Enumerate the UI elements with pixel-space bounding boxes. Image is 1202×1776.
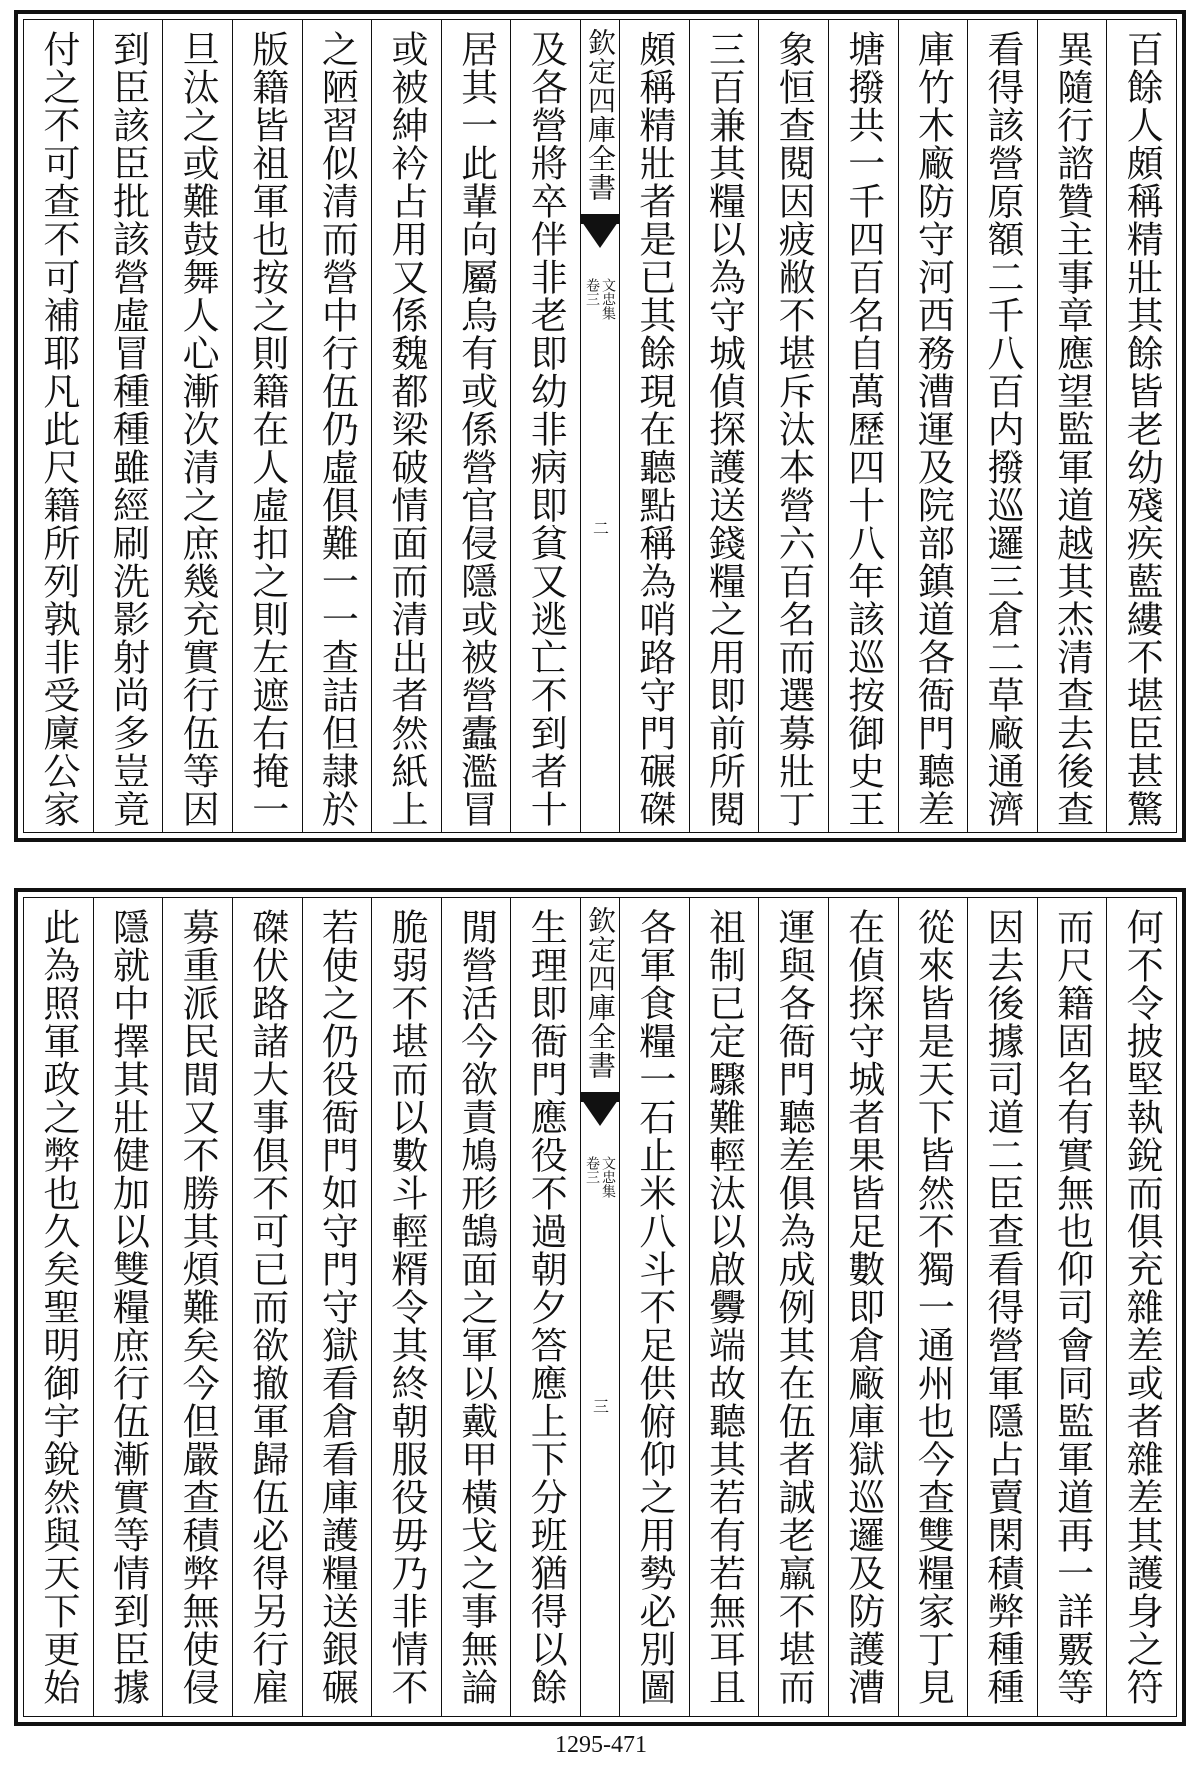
text-column: 付之不可查不可補耶凡此尺籍所列孰非受廩公家 <box>36 30 80 828</box>
text-column: 祖制已定驟難輕汰以啟釁端故聽其若有若無耳且 <box>689 898 759 1716</box>
fish-tail-ornament-icon <box>581 214 619 254</box>
top-page <box>14 10 1186 842</box>
collection-title: 文忠集 <box>600 1156 616 1198</box>
text-column: 百餘人頗稱精壯其餘皆老幼殘疾藍縷不堪臣甚驚 <box>1106 20 1176 832</box>
text-column: 因去後據司道二臣查看得營軍隱占賣閑積弊種種 <box>967 898 1037 1716</box>
text-column: 及各營將卒伴非老即幼非病即貧又逃亡不到者十 <box>510 20 580 832</box>
book-title: 欽定四庫全書 <box>584 906 617 1080</box>
center-gutter <box>580 898 619 1716</box>
text-column: 頗稱精壯者是已其餘現在聽點稱為哨路守門碾磔 <box>619 20 689 832</box>
center-meta <box>585 278 615 320</box>
text-column: 三百兼其糧以為守城偵探護送錢糧之用即前所閱 <box>689 20 759 832</box>
text-column: 各軍食糧一石止米八斗不足供俯仰之用勢必別圖 <box>619 898 689 1716</box>
text-column: 而尺籍固名有實無也仰司會同監軍道再一詳覈等 <box>1037 898 1107 1716</box>
text-column: 若使之仍役衙門如守門守獄看倉看庫護糧送銀碾 <box>302 898 372 1716</box>
volume-label: 卷三 <box>584 278 600 306</box>
page-number: 三 <box>590 1398 610 1414</box>
text-column: 象恒查閱因疲敝不堪斥汰本營六百名而選募壯丁 <box>758 20 828 832</box>
text-column: 脆弱不堪而以數斗輕糈令其終朝服役毋乃非情不 <box>371 898 441 1716</box>
fish-tail-ornament-icon <box>581 1092 619 1132</box>
text-column: 塘撥共一千四百名自萬歷四十八年該巡按御史王 <box>828 20 898 832</box>
center-gutter <box>580 20 619 832</box>
top-page-frame <box>23 19 1177 833</box>
text-column: 募重派民間又不勝其煩難矣今但嚴查積弊無使侵 <box>162 898 232 1716</box>
bottom-page-frame <box>23 897 1177 1717</box>
text-column: 異隨行諮贊主事章應望監軍道越其杰清查去後查 <box>1037 20 1107 832</box>
text-column: 在偵探守城者果皆足數即倉廠庫獄巡邏及防護漕 <box>828 898 898 1716</box>
text-column: 庫竹木廠防守河西務漕運及院部鎮道各衙門聽差 <box>898 20 968 832</box>
volume-label: 卷三 <box>584 1156 600 1184</box>
text-column: 之陋習似清而營中行伍仍虛俱難一一查詰但隷於 <box>302 20 372 832</box>
text-column: 版籍皆祖軍也按之則籍在人虛扣之則左遮右掩一 <box>232 20 302 832</box>
text-column: 生理即衙門應役不過朝夕答應上下分班猶得以餘 <box>510 898 580 1716</box>
scan-page-id: 1295-471 <box>555 1732 647 1758</box>
text-column: 或被紳衿占用又係魏都梁破情面而清出者然紙上 <box>371 20 441 832</box>
bottom-page <box>14 888 1186 1726</box>
text-column: 此為照軍政之弊也久矣聖明御宇銳然與天下更始 <box>36 908 80 1706</box>
text-column: 隱就中擇其壯健加以雙糧庶行伍漸實等情到臣據 <box>93 898 163 1716</box>
text-column: 從來皆是天下皆然不獨一通州也今查雙糧家丁見 <box>898 898 968 1716</box>
text-column: 看得該營原額二千八百内撥巡邏三倉二草廠通濟 <box>967 20 1037 832</box>
text-column: 運與各衙門聽差俱為成例其在伍者誠老羸不堪而 <box>758 898 828 1716</box>
center-meta <box>585 1156 615 1198</box>
text-column: 閒營活今欲責鳩形鵠面之軍以戴甲橫戈之事無論 <box>441 898 511 1716</box>
text-column: 何不令披堅執銳而俱充雜差或者雜差其護身之符 <box>1106 898 1176 1716</box>
book-title: 欽定四庫全書 <box>584 28 617 202</box>
text-column: 到臣該臣批該營虛冒種種雖經刷洗影射尚多豈竟 <box>93 20 163 832</box>
page-number: 二 <box>590 520 610 536</box>
text-column: 居其一此輩向屬烏有或係營官侵隱或被營蠹濫冒 <box>441 20 511 832</box>
collection-title: 文忠集 <box>600 278 616 320</box>
text-column: 旦汰之或難鼓舞人心漸次清之庶幾充實行伍等因 <box>162 20 232 832</box>
text-column: 磔伏路諸大事俱不可已而欲撤軍歸伍必得另行雇 <box>232 898 302 1716</box>
